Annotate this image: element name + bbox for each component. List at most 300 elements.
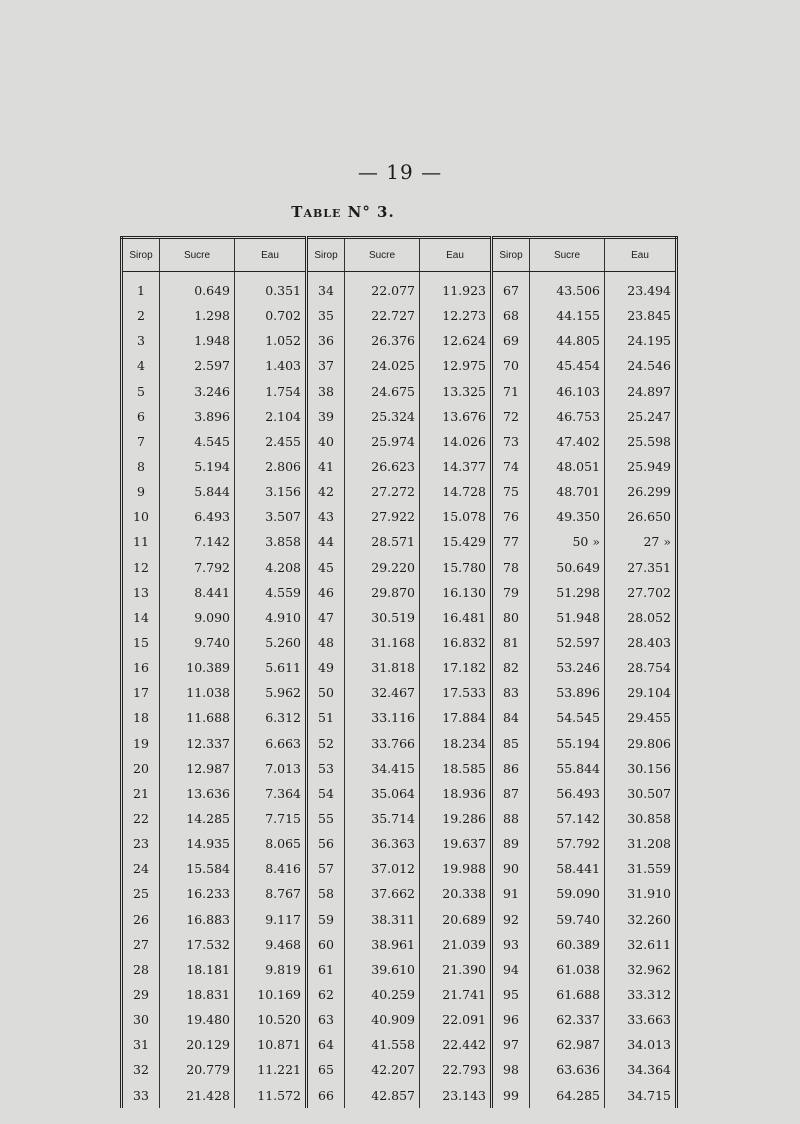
cell-sirop: 15 — [122, 630, 160, 655]
cell-eau: 22.442 — [420, 1032, 492, 1057]
page-number: — 19 — — [357, 160, 443, 184]
cell-sirop: 5 — [122, 379, 160, 404]
cell-eau: 0.702 — [235, 303, 307, 328]
cell-sucre: 31.168 — [345, 630, 420, 655]
cell-sirop: 93 — [492, 932, 530, 957]
cell-eau: 17.884 — [420, 705, 492, 730]
cell-sirop: 36 — [307, 328, 345, 353]
cell-sirop: 66 — [307, 1083, 345, 1108]
cell-sucre: 44.805 — [530, 328, 605, 353]
cell-eau: 31.559 — [605, 856, 677, 881]
cell-sirop: 69 — [492, 328, 530, 353]
cell-eau: 14.377 — [420, 454, 492, 479]
cell-sirop: 8 — [122, 454, 160, 479]
cell-eau: 25.598 — [605, 429, 677, 454]
table-row — [122, 404, 677, 429]
cell-eau: 12.624 — [420, 328, 492, 353]
cell-sucre: 46.753 — [530, 404, 605, 429]
cell-sirop: 41 — [307, 454, 345, 479]
cell-sirop: 97 — [492, 1032, 530, 1057]
cell-sirop: 43 — [307, 504, 345, 529]
cell-eau: 8.767 — [235, 881, 307, 906]
cell-sirop: 6 — [122, 404, 160, 429]
cell-sucre: 27.272 — [345, 479, 420, 504]
cell-sirop: 83 — [492, 680, 530, 705]
cell-eau: 14.026 — [420, 429, 492, 454]
cell-sucre: 4.545 — [160, 429, 235, 454]
column-header-sirop: Sirop — [492, 238, 530, 272]
cell-sirop: 19 — [122, 731, 160, 756]
cell-sirop: 57 — [307, 856, 345, 881]
cell-sucre: 16.233 — [160, 881, 235, 906]
cell-eau: 24.897 — [605, 379, 677, 404]
cell-sucre: 36.363 — [345, 831, 420, 856]
cell-sucre: 11.038 — [160, 680, 235, 705]
table-row — [122, 1083, 677, 1108]
cell-eau: 11.572 — [235, 1083, 307, 1108]
cell-sirop: 70 — [492, 353, 530, 378]
cell-eau: 8.416 — [235, 856, 307, 881]
cell-sirop: 75 — [492, 479, 530, 504]
cell-sucre: 56.493 — [530, 781, 605, 806]
cell-sucre: 59.090 — [530, 881, 605, 906]
cell-eau: 9.819 — [235, 957, 307, 982]
cell-sirop: 42 — [307, 479, 345, 504]
cell-eau: 23.494 — [605, 272, 677, 304]
cell-sucre: 28.571 — [345, 529, 420, 554]
cell-sirop: 54 — [307, 781, 345, 806]
cell-eau: 32.962 — [605, 957, 677, 982]
cell-sucre: 60.389 — [530, 932, 605, 957]
cell-eau: 5.260 — [235, 630, 307, 655]
cell-eau: 9.117 — [235, 907, 307, 932]
cell-eau: 30.507 — [605, 781, 677, 806]
cell-sucre: 59.740 — [530, 907, 605, 932]
cell-eau: 31.910 — [605, 881, 677, 906]
cell-sucre: 20.779 — [160, 1057, 235, 1082]
cell-sucre: 14.285 — [160, 806, 235, 831]
cell-sucre: 61.038 — [530, 957, 605, 982]
cell-sirop: 92 — [492, 907, 530, 932]
cell-eau: 28.052 — [605, 605, 677, 630]
cell-eau: 1.754 — [235, 379, 307, 404]
cell-sucre: 20.129 — [160, 1032, 235, 1057]
table-row — [122, 353, 677, 378]
cell-sucre: 6.493 — [160, 504, 235, 529]
cell-sucre: 47.402 — [530, 429, 605, 454]
cell-eau: 34.013 — [605, 1032, 677, 1057]
cell-sucre: 5.194 — [160, 454, 235, 479]
cell-sirop: 73 — [492, 429, 530, 454]
cell-eau: 33.312 — [605, 982, 677, 1007]
cell-sucre: 27.922 — [345, 504, 420, 529]
cell-sirop: 79 — [492, 580, 530, 605]
cell-sirop: 23 — [122, 831, 160, 856]
cell-sirop: 7 — [122, 429, 160, 454]
cell-sirop: 65 — [307, 1057, 345, 1082]
table-row — [122, 756, 677, 781]
cell-sirop: 51 — [307, 705, 345, 730]
cell-sucre: 29.220 — [345, 555, 420, 580]
cell-sirop: 50 — [307, 680, 345, 705]
cell-eau: 2.455 — [235, 429, 307, 454]
cell-sucre: 11.688 — [160, 705, 235, 730]
cell-sucre: 42.857 — [345, 1083, 420, 1108]
cell-sucre: 13.636 — [160, 781, 235, 806]
cell-sucre: 3.896 — [160, 404, 235, 429]
cell-eau: 22.793 — [420, 1057, 492, 1082]
cell-sirop: 10 — [122, 504, 160, 529]
cell-eau: 3.507 — [235, 504, 307, 529]
cell-eau: 34.364 — [605, 1057, 677, 1082]
cell-sucre: 26.623 — [345, 454, 420, 479]
table-row — [122, 580, 677, 605]
table-row — [122, 831, 677, 856]
table-row — [122, 479, 677, 504]
table-row — [122, 731, 677, 756]
cell-sirop: 77 — [492, 529, 530, 554]
cell-sirop: 39 — [307, 404, 345, 429]
cell-eau: 10.871 — [235, 1032, 307, 1057]
table-row — [122, 555, 677, 580]
cell-eau: 26.650 — [605, 504, 677, 529]
cell-eau: 13.676 — [420, 404, 492, 429]
cell-sucre: 61.688 — [530, 982, 605, 1007]
cell-sucre: 54.545 — [530, 705, 605, 730]
cell-sirop: 33 — [122, 1083, 160, 1108]
cell-sucre: 38.311 — [345, 907, 420, 932]
cell-sucre: 8.441 — [160, 580, 235, 605]
cell-eau: 15.078 — [420, 504, 492, 529]
cell-sucre: 48.701 — [530, 479, 605, 504]
cell-eau: 28.403 — [605, 630, 677, 655]
table-row — [122, 655, 677, 680]
cell-eau: 23.845 — [605, 303, 677, 328]
cell-sirop: 49 — [307, 655, 345, 680]
cell-sucre: 26.376 — [345, 328, 420, 353]
cell-sucre: 22.077 — [345, 272, 420, 304]
cell-eau: 33.663 — [605, 1007, 677, 1032]
cell-eau: 27 » — [605, 529, 677, 554]
cell-sucre: 21.428 — [160, 1083, 235, 1108]
cell-sirop: 78 — [492, 555, 530, 580]
cell-eau: 18.585 — [420, 756, 492, 781]
cell-sirop: 40 — [307, 429, 345, 454]
cell-sucre: 50.649 — [530, 555, 605, 580]
cell-eau: 16.130 — [420, 580, 492, 605]
cell-sucre: 57.792 — [530, 831, 605, 856]
cell-sucre: 37.012 — [345, 856, 420, 881]
column-header-sucre: Sucre — [345, 238, 420, 272]
cell-sucre: 24.025 — [345, 353, 420, 378]
cell-sirop: 53 — [307, 756, 345, 781]
table-row — [122, 272, 677, 304]
cell-sirop: 38 — [307, 379, 345, 404]
cell-sucre: 39.610 — [345, 957, 420, 982]
cell-sucre: 62.337 — [530, 1007, 605, 1032]
cell-sirop: 76 — [492, 504, 530, 529]
cell-eau: 3.156 — [235, 479, 307, 504]
cell-eau: 25.949 — [605, 454, 677, 479]
cell-eau: 7.364 — [235, 781, 307, 806]
cell-sirop: 63 — [307, 1007, 345, 1032]
cell-eau: 5.962 — [235, 680, 307, 705]
cell-sirop: 11 — [122, 529, 160, 554]
cell-eau: 15.429 — [420, 529, 492, 554]
cell-sucre: 46.103 — [530, 379, 605, 404]
cell-sucre: 22.727 — [345, 303, 420, 328]
cell-eau: 29.455 — [605, 705, 677, 730]
cell-sucre: 7.142 — [160, 529, 235, 554]
cell-eau: 19.637 — [420, 831, 492, 856]
table-row — [122, 781, 677, 806]
cell-sirop: 84 — [492, 705, 530, 730]
cell-sirop: 13 — [122, 580, 160, 605]
cell-sirop: 74 — [492, 454, 530, 479]
cell-sirop: 9 — [122, 479, 160, 504]
cell-sucre: 25.974 — [345, 429, 420, 454]
table-row — [122, 605, 677, 630]
cell-sirop: 86 — [492, 756, 530, 781]
cell-eau: 1.052 — [235, 328, 307, 353]
column-header-eau: Eau — [420, 238, 492, 272]
cell-eau: 7.013 — [235, 756, 307, 781]
cell-sucre: 34.415 — [345, 756, 420, 781]
table-row — [122, 856, 677, 881]
table-row — [122, 328, 677, 353]
table-row — [122, 429, 677, 454]
cell-eau: 34.715 — [605, 1083, 677, 1108]
cell-eau: 4.910 — [235, 605, 307, 630]
cell-eau: 27.351 — [605, 555, 677, 580]
cell-eau: 8.065 — [235, 831, 307, 856]
cell-sirop: 2 — [122, 303, 160, 328]
cell-sucre: 38.961 — [345, 932, 420, 957]
cell-sucre: 52.597 — [530, 630, 605, 655]
cell-sirop: 34 — [307, 272, 345, 304]
cell-sirop: 52 — [307, 731, 345, 756]
table-row — [122, 982, 677, 1007]
cell-sirop: 62 — [307, 982, 345, 1007]
cell-eau: 20.338 — [420, 881, 492, 906]
cell-sirop: 55 — [307, 806, 345, 831]
cell-sirop: 27 — [122, 932, 160, 957]
cell-sirop: 14 — [122, 605, 160, 630]
cell-sirop: 87 — [492, 781, 530, 806]
cell-sucre: 14.935 — [160, 831, 235, 856]
table-row — [122, 303, 677, 328]
cell-eau: 31.208 — [605, 831, 677, 856]
cell-sirop: 64 — [307, 1032, 345, 1057]
cell-eau: 18.234 — [420, 731, 492, 756]
cell-sirop: 44 — [307, 529, 345, 554]
cell-sucre: 37.662 — [345, 881, 420, 906]
cell-sirop: 26 — [122, 907, 160, 932]
cell-sirop: 1 — [122, 272, 160, 304]
cell-eau: 21.741 — [420, 982, 492, 1007]
cell-sirop: 31 — [122, 1032, 160, 1057]
cell-sirop: 89 — [492, 831, 530, 856]
cell-sucre: 33.116 — [345, 705, 420, 730]
cell-eau: 3.858 — [235, 529, 307, 554]
cell-sucre: 35.714 — [345, 806, 420, 831]
cell-sirop: 68 — [492, 303, 530, 328]
cell-sucre: 40.909 — [345, 1007, 420, 1032]
cell-eau: 0.351 — [235, 272, 307, 304]
cell-sucre: 55.844 — [530, 756, 605, 781]
cell-sirop: 95 — [492, 982, 530, 1007]
column-header-sirop: Sirop — [122, 238, 160, 272]
cell-sirop: 90 — [492, 856, 530, 881]
cell-eau: 24.546 — [605, 353, 677, 378]
cell-eau: 11.923 — [420, 272, 492, 304]
cell-eau: 11.221 — [235, 1057, 307, 1082]
cell-eau: 17.182 — [420, 655, 492, 680]
cell-sucre: 17.532 — [160, 932, 235, 957]
cell-eau: 1.403 — [235, 353, 307, 378]
cell-sirop: 80 — [492, 605, 530, 630]
cell-sirop: 88 — [492, 806, 530, 831]
cell-sirop: 21 — [122, 781, 160, 806]
table-row — [122, 907, 677, 932]
cell-sucre: 53.896 — [530, 680, 605, 705]
cell-sucre: 12.337 — [160, 731, 235, 756]
cell-eau: 4.559 — [235, 580, 307, 605]
table-row — [122, 957, 677, 982]
header-row — [122, 238, 677, 272]
cell-sucre: 18.181 — [160, 957, 235, 982]
cell-sucre: 62.987 — [530, 1032, 605, 1057]
cell-sucre: 33.766 — [345, 731, 420, 756]
column-header-sucre: Sucre — [530, 238, 605, 272]
cell-sirop: 94 — [492, 957, 530, 982]
cell-sirop: 4 — [122, 353, 160, 378]
table-row — [122, 881, 677, 906]
cell-sucre: 32.467 — [345, 680, 420, 705]
cell-eau: 28.754 — [605, 655, 677, 680]
cell-sirop: 24 — [122, 856, 160, 881]
cell-sucre: 9.740 — [160, 630, 235, 655]
cell-eau: 30.858 — [605, 806, 677, 831]
cell-sucre: 51.298 — [530, 580, 605, 605]
cell-eau: 7.715 — [235, 806, 307, 831]
cell-eau: 12.975 — [420, 353, 492, 378]
cell-sucre: 15.584 — [160, 856, 235, 881]
cell-sucre: 45.454 — [530, 353, 605, 378]
cell-eau: 24.195 — [605, 328, 677, 353]
cell-sirop: 32 — [122, 1057, 160, 1082]
cell-sirop: 71 — [492, 379, 530, 404]
cell-sirop: 59 — [307, 907, 345, 932]
cell-sirop: 67 — [492, 272, 530, 304]
table-body — [122, 272, 677, 1108]
cell-sucre: 5.844 — [160, 479, 235, 504]
cell-sirop: 35 — [307, 303, 345, 328]
cell-eau: 30.156 — [605, 756, 677, 781]
cell-sirop: 96 — [492, 1007, 530, 1032]
cell-sirop: 98 — [492, 1057, 530, 1082]
table-row — [122, 630, 677, 655]
cell-sucre: 31.818 — [345, 655, 420, 680]
column-header-eau: Eau — [235, 238, 307, 272]
cell-eau: 29.806 — [605, 731, 677, 756]
table-row — [122, 806, 677, 831]
cell-eau: 14.728 — [420, 479, 492, 504]
cell-sucre: 63.636 — [530, 1057, 605, 1082]
cell-sucre: 1.948 — [160, 328, 235, 353]
table-title: Table N° 3. — [291, 203, 395, 221]
column-header-eau: Eau — [605, 238, 677, 272]
cell-eau: 13.325 — [420, 379, 492, 404]
cell-sirop: 22 — [122, 806, 160, 831]
cell-sirop: 17 — [122, 680, 160, 705]
cell-sirop: 45 — [307, 555, 345, 580]
cell-sirop: 46 — [307, 580, 345, 605]
cell-eau: 23.143 — [420, 1083, 492, 1108]
cell-sucre: 1.298 — [160, 303, 235, 328]
cell-sucre: 48.051 — [530, 454, 605, 479]
cell-eau: 22.091 — [420, 1007, 492, 1032]
table-row — [122, 1057, 677, 1082]
cell-sucre: 53.246 — [530, 655, 605, 680]
cell-sucre: 57.142 — [530, 806, 605, 831]
table-row — [122, 379, 677, 404]
column-header-sucre: Sucre — [160, 238, 235, 272]
cell-eau: 2.104 — [235, 404, 307, 429]
cell-sucre: 49.350 — [530, 504, 605, 529]
cell-eau: 29.104 — [605, 680, 677, 705]
cell-sucre: 64.285 — [530, 1083, 605, 1108]
cell-eau: 18.936 — [420, 781, 492, 806]
cell-eau: 32.260 — [605, 907, 677, 932]
table-row — [122, 1032, 677, 1057]
cell-sucre: 25.324 — [345, 404, 420, 429]
cell-sucre: 19.480 — [160, 1007, 235, 1032]
cell-eau: 19.988 — [420, 856, 492, 881]
cell-sucre: 9.090 — [160, 605, 235, 630]
cell-sirop: 16 — [122, 655, 160, 680]
cell-sirop: 72 — [492, 404, 530, 429]
cell-eau: 17.533 — [420, 680, 492, 705]
cell-eau: 20.689 — [420, 907, 492, 932]
cell-sirop: 25 — [122, 881, 160, 906]
cell-sirop: 12 — [122, 555, 160, 580]
cell-eau: 19.286 — [420, 806, 492, 831]
cell-sirop: 37 — [307, 353, 345, 378]
cell-sucre: 0.649 — [160, 272, 235, 304]
cell-sirop: 91 — [492, 881, 530, 906]
cell-eau: 26.299 — [605, 479, 677, 504]
cell-sucre: 2.597 — [160, 353, 235, 378]
table-header — [122, 238, 677, 272]
cell-sirop: 58 — [307, 881, 345, 906]
cell-sucre: 43.506 — [530, 272, 605, 304]
cell-sucre: 42.207 — [345, 1057, 420, 1082]
cell-sucre: 30.519 — [345, 605, 420, 630]
cell-sirop: 28 — [122, 957, 160, 982]
cell-eau: 9.468 — [235, 932, 307, 957]
cell-sucre: 7.792 — [160, 555, 235, 580]
cell-sirop: 85 — [492, 731, 530, 756]
cell-sucre: 12.987 — [160, 756, 235, 781]
cell-sucre: 3.246 — [160, 379, 235, 404]
table-row — [122, 932, 677, 957]
cell-eau: 10.169 — [235, 982, 307, 1007]
cell-eau: 16.832 — [420, 630, 492, 655]
table-row — [122, 1007, 677, 1032]
cell-eau: 2.806 — [235, 454, 307, 479]
cell-sirop: 48 — [307, 630, 345, 655]
